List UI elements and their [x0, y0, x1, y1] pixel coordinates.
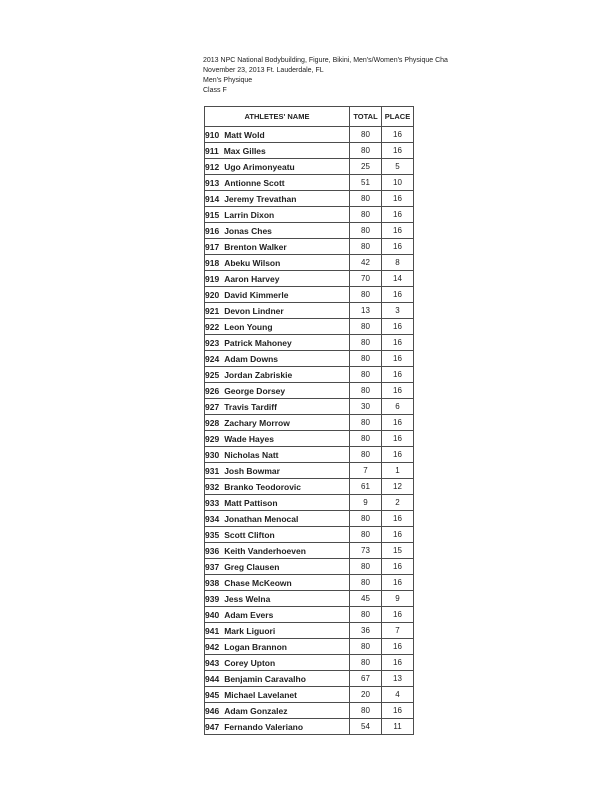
- place-cell: 16: [382, 431, 414, 447]
- total-cell: 80: [350, 207, 382, 223]
- table-row: [205, 159, 414, 175]
- athlete-name: Chase McKeown: [224, 577, 292, 588]
- athlete-number: 943: [205, 657, 220, 668]
- total-cell: 80: [350, 607, 382, 623]
- table-row: [205, 175, 414, 191]
- athlete-number: 915: [205, 209, 220, 220]
- athlete-number: 910: [205, 129, 220, 140]
- athlete-name-cell: [205, 351, 350, 367]
- athlete-number: 911: [205, 145, 219, 156]
- athlete-number: 922: [205, 321, 220, 332]
- athlete-name-cell: [205, 271, 350, 287]
- athlete-number: 926: [205, 385, 220, 396]
- table-row: [205, 623, 414, 639]
- athlete-number: 939: [205, 593, 220, 604]
- place-cell: 16: [382, 639, 414, 655]
- place-cell: 16: [382, 319, 414, 335]
- athlete-name: Devon Lindner: [224, 305, 284, 316]
- total-cell: 73: [350, 543, 382, 559]
- athlete-name: Jeremy Trevathan: [224, 193, 297, 204]
- place-cell: 16: [382, 703, 414, 719]
- athlete-name: Aaron Harvey: [224, 273, 280, 284]
- athlete-number: 921: [205, 305, 220, 316]
- table-row: [205, 207, 414, 223]
- athlete-number: 947: [205, 721, 220, 732]
- athlete-number: 930: [205, 449, 220, 460]
- event-title: 2013 NPC National Bodybuilding, Figure, Bikini, Men's/Women's Physique Cha: [203, 57, 448, 64]
- table-row: [205, 559, 414, 575]
- place-cell: 10: [382, 175, 414, 191]
- table-row: [205, 479, 414, 495]
- athlete-name-cell: [205, 463, 350, 479]
- table-row: [205, 239, 414, 255]
- athlete-number: 917: [205, 241, 220, 252]
- athlete-name: Jonathan Menocal: [224, 513, 299, 524]
- column-header-place: PLACE: [382, 107, 414, 127]
- total-cell: 61: [350, 479, 382, 495]
- athlete-name-cell: [205, 207, 350, 223]
- athlete-number: 918: [205, 257, 220, 268]
- athlete-number: 920: [205, 289, 220, 300]
- total-cell: 80: [350, 367, 382, 383]
- total-cell: 9: [350, 495, 382, 511]
- total-cell: 80: [350, 127, 382, 143]
- place-cell: 16: [382, 191, 414, 207]
- results-table: [204, 106, 414, 735]
- table-row: [205, 719, 414, 735]
- place-cell: 16: [382, 127, 414, 143]
- table-row: [205, 271, 414, 287]
- place-cell: 5: [382, 159, 414, 175]
- athlete-name-cell: [205, 399, 350, 415]
- table-row: [205, 703, 414, 719]
- table-row: [205, 463, 414, 479]
- athlete-name: Adam Evers: [224, 609, 274, 620]
- athlete-number: 936: [205, 545, 220, 556]
- athlete-name: Branko Teodorovic: [224, 481, 302, 492]
- event-date-location: November 23, 2013 Ft. Lauderdale, FL: [203, 67, 324, 74]
- place-cell: 16: [382, 239, 414, 255]
- athlete-name: Travis Tardiff: [224, 401, 277, 412]
- athlete-name-cell: [205, 159, 350, 175]
- athlete-name-cell: [205, 287, 350, 303]
- table-row: [205, 191, 414, 207]
- table-row: [205, 511, 414, 527]
- table-row: [205, 287, 414, 303]
- column-header-total: TOTAL: [350, 107, 382, 127]
- total-cell: 80: [350, 191, 382, 207]
- athlete-name-cell: [205, 559, 350, 575]
- place-cell: 16: [382, 207, 414, 223]
- athlete-name-cell: [205, 303, 350, 319]
- place-cell: 16: [382, 223, 414, 239]
- athlete-name: Jess Welna: [224, 593, 271, 604]
- athlete-number: 923: [205, 337, 220, 348]
- athlete-name: David Kimmerle: [224, 289, 289, 300]
- table-row: [205, 223, 414, 239]
- athlete-number: 934: [205, 513, 220, 524]
- table-row: [205, 671, 414, 687]
- athlete-number: 914: [205, 193, 220, 204]
- table-row: [205, 143, 414, 159]
- athlete-name-cell: [205, 447, 350, 463]
- athlete-name-cell: [205, 511, 350, 527]
- total-cell: 80: [350, 559, 382, 575]
- total-cell: 80: [350, 511, 382, 527]
- athlete-name-cell: [205, 527, 350, 543]
- place-cell: 16: [382, 351, 414, 367]
- results-table-body: [205, 127, 414, 735]
- athlete-number: 932: [205, 481, 220, 492]
- athlete-name-cell: [205, 495, 350, 511]
- total-cell: 80: [350, 655, 382, 671]
- table-header-row: [205, 107, 414, 127]
- total-cell: 54: [350, 719, 382, 735]
- place-cell: 9: [382, 591, 414, 607]
- place-cell: 13: [382, 671, 414, 687]
- place-cell: 16: [382, 143, 414, 159]
- place-cell: 16: [382, 383, 414, 399]
- table-row: [205, 495, 414, 511]
- table-row: [205, 415, 414, 431]
- athlete-name-cell: [205, 575, 350, 591]
- total-cell: 80: [350, 143, 382, 159]
- place-cell: 16: [382, 367, 414, 383]
- total-cell: 7: [350, 463, 382, 479]
- athlete-number: 933: [205, 497, 220, 508]
- place-cell: 16: [382, 655, 414, 671]
- table-row: [205, 655, 414, 671]
- table-row: [205, 607, 414, 623]
- athlete-number: 946: [205, 705, 220, 716]
- athlete-number: 931: [205, 465, 220, 476]
- athlete-name-cell: [205, 671, 350, 687]
- place-cell: 16: [382, 287, 414, 303]
- table-row: [205, 527, 414, 543]
- athlete-name: Patrick Mahoney: [224, 337, 292, 348]
- table-row: [205, 447, 414, 463]
- athlete-name: George Dorsey: [224, 385, 286, 396]
- athlete-name-cell: [205, 223, 350, 239]
- athlete-name-cell: [205, 191, 350, 207]
- athlete-name-cell: [205, 719, 350, 735]
- table-row: [205, 335, 414, 351]
- athlete-name: Jonas Ches: [224, 225, 272, 236]
- total-cell: 80: [350, 703, 382, 719]
- athlete-name: Leon Young: [224, 321, 273, 332]
- athlete-number: 937: [205, 561, 220, 572]
- athlete-number: 935: [205, 529, 220, 540]
- athlete-number: 944: [205, 673, 220, 684]
- athlete-name-cell: [205, 367, 350, 383]
- place-cell: 7: [382, 623, 414, 639]
- athlete-number: 928: [205, 417, 220, 428]
- total-cell: 70: [350, 271, 382, 287]
- total-cell: 36: [350, 623, 382, 639]
- total-cell: 80: [350, 319, 382, 335]
- place-cell: 3: [382, 303, 414, 319]
- athlete-name-cell: [205, 239, 350, 255]
- place-cell: 15: [382, 543, 414, 559]
- place-cell: 16: [382, 559, 414, 575]
- athlete-name: Adam Gonzalez: [224, 705, 288, 716]
- athlete-name-cell: [205, 175, 350, 191]
- place-cell: 2: [382, 495, 414, 511]
- place-cell: 16: [382, 527, 414, 543]
- total-cell: 80: [350, 335, 382, 351]
- athlete-number: 940: [205, 609, 220, 620]
- table-row: [205, 639, 414, 655]
- athlete-number: 938: [205, 577, 220, 588]
- athlete-name: Michael Lavelanet: [224, 689, 297, 700]
- place-cell: 6: [382, 399, 414, 415]
- athlete-name-cell: [205, 383, 350, 399]
- total-cell: 80: [350, 383, 382, 399]
- athlete-name: Mark Liguori: [224, 625, 276, 636]
- place-cell: 16: [382, 607, 414, 623]
- athlete-name: Corey Upton: [224, 657, 276, 668]
- column-header-athletes-name: ATHLETES' NAME: [205, 107, 350, 127]
- athlete-name: Zachary Morrow: [224, 417, 290, 428]
- athlete-name-cell: [205, 319, 350, 335]
- athlete-name: Benjamin Caravalho: [224, 673, 306, 684]
- place-cell: 1: [382, 463, 414, 479]
- athlete-name-cell: [205, 415, 350, 431]
- table-row: [205, 127, 414, 143]
- total-cell: 80: [350, 639, 382, 655]
- event-division: Men's Physique: [203, 77, 253, 84]
- table-row: [205, 383, 414, 399]
- table-row: [205, 591, 414, 607]
- total-cell: 45: [350, 591, 382, 607]
- athlete-name: Scott Clifton: [224, 529, 275, 540]
- table-row: [205, 351, 414, 367]
- total-cell: 30: [350, 399, 382, 415]
- athlete-number: 924: [205, 353, 220, 364]
- place-cell: 8: [382, 255, 414, 271]
- table-row: [205, 303, 414, 319]
- place-cell: 16: [382, 511, 414, 527]
- total-cell: 13: [350, 303, 382, 319]
- athlete-name: Keith Vanderhoeven: [224, 545, 306, 556]
- total-cell: 42: [350, 255, 382, 271]
- athlete-name: Logan Brannon: [224, 641, 287, 652]
- athlete-name-cell: [205, 479, 350, 495]
- table-row: [205, 367, 414, 383]
- athlete-name-cell: [205, 623, 350, 639]
- table-row: [205, 543, 414, 559]
- athlete-name: Nicholas Natt: [224, 449, 279, 460]
- athlete-number: 925: [205, 369, 220, 380]
- athlete-name-cell: [205, 687, 350, 703]
- athlete-name: Adam Downs: [224, 353, 279, 364]
- total-cell: 80: [350, 527, 382, 543]
- athlete-name: Max Gilles: [223, 145, 266, 156]
- athlete-name: Brenton Walker: [224, 241, 287, 252]
- place-cell: 11: [382, 719, 414, 735]
- athlete-number: 919: [205, 273, 220, 284]
- place-cell: 16: [382, 447, 414, 463]
- total-cell: 80: [350, 239, 382, 255]
- athlete-name: Matt Pattison: [224, 497, 278, 508]
- table-row: [205, 575, 414, 591]
- athlete-number: 942: [205, 641, 220, 652]
- athlete-name: Matt Wold: [224, 129, 265, 140]
- athlete-number: 945: [205, 689, 220, 700]
- athlete-name: Abeku Wilson: [224, 257, 281, 268]
- place-cell: 16: [382, 335, 414, 351]
- athlete-name-cell: [205, 703, 350, 719]
- total-cell: 80: [350, 223, 382, 239]
- athlete-name-cell: [205, 543, 350, 559]
- athlete-name-cell: [205, 255, 350, 271]
- total-cell: 80: [350, 447, 382, 463]
- total-cell: 25: [350, 159, 382, 175]
- table-row: [205, 399, 414, 415]
- athlete-number: 916: [205, 225, 220, 236]
- athlete-name-cell: [205, 655, 350, 671]
- athlete-name: Larrin Dixon: [224, 209, 275, 220]
- athlete-number: 927: [205, 401, 220, 412]
- total-cell: 80: [350, 431, 382, 447]
- athlete-name: Ugo Arimonyeatu: [224, 161, 295, 172]
- athlete-name-cell: [205, 143, 350, 159]
- athlete-name-cell: [205, 127, 350, 143]
- athlete-number: 929: [205, 433, 220, 444]
- athlete-name: Antionne Scott: [224, 177, 285, 188]
- athlete-name: Wade Hayes: [224, 433, 274, 444]
- athlete-number: 941: [205, 625, 220, 636]
- table-row: [205, 319, 414, 335]
- athlete-number: 912: [205, 161, 220, 172]
- total-cell: 80: [350, 415, 382, 431]
- table-row: [205, 431, 414, 447]
- athlete-name-cell: [205, 431, 350, 447]
- athlete-number: 913: [205, 177, 220, 188]
- table-row: [205, 687, 414, 703]
- total-cell: 80: [350, 575, 382, 591]
- athlete-name-cell: [205, 591, 350, 607]
- total-cell: 51: [350, 175, 382, 191]
- event-header: [203, 56, 448, 96]
- place-cell: 14: [382, 271, 414, 287]
- place-cell: 4: [382, 687, 414, 703]
- table-row: [205, 255, 414, 271]
- event-class: Class F: [203, 87, 227, 94]
- place-cell: 16: [382, 415, 414, 431]
- total-cell: 67: [350, 671, 382, 687]
- place-cell: 12: [382, 479, 414, 495]
- athlete-name: Greg Clausen: [224, 561, 280, 572]
- athlete-name: Fernando Valeriano: [224, 721, 304, 732]
- athlete-name-cell: [205, 335, 350, 351]
- total-cell: 20: [350, 687, 382, 703]
- athlete-name: Jordan Zabriskie: [224, 369, 293, 380]
- athlete-name-cell: [205, 607, 350, 623]
- place-cell: 16: [382, 575, 414, 591]
- athlete-name-cell: [205, 639, 350, 655]
- total-cell: 80: [350, 351, 382, 367]
- athlete-name: Josh Bowmar: [224, 465, 280, 476]
- total-cell: 80: [350, 287, 382, 303]
